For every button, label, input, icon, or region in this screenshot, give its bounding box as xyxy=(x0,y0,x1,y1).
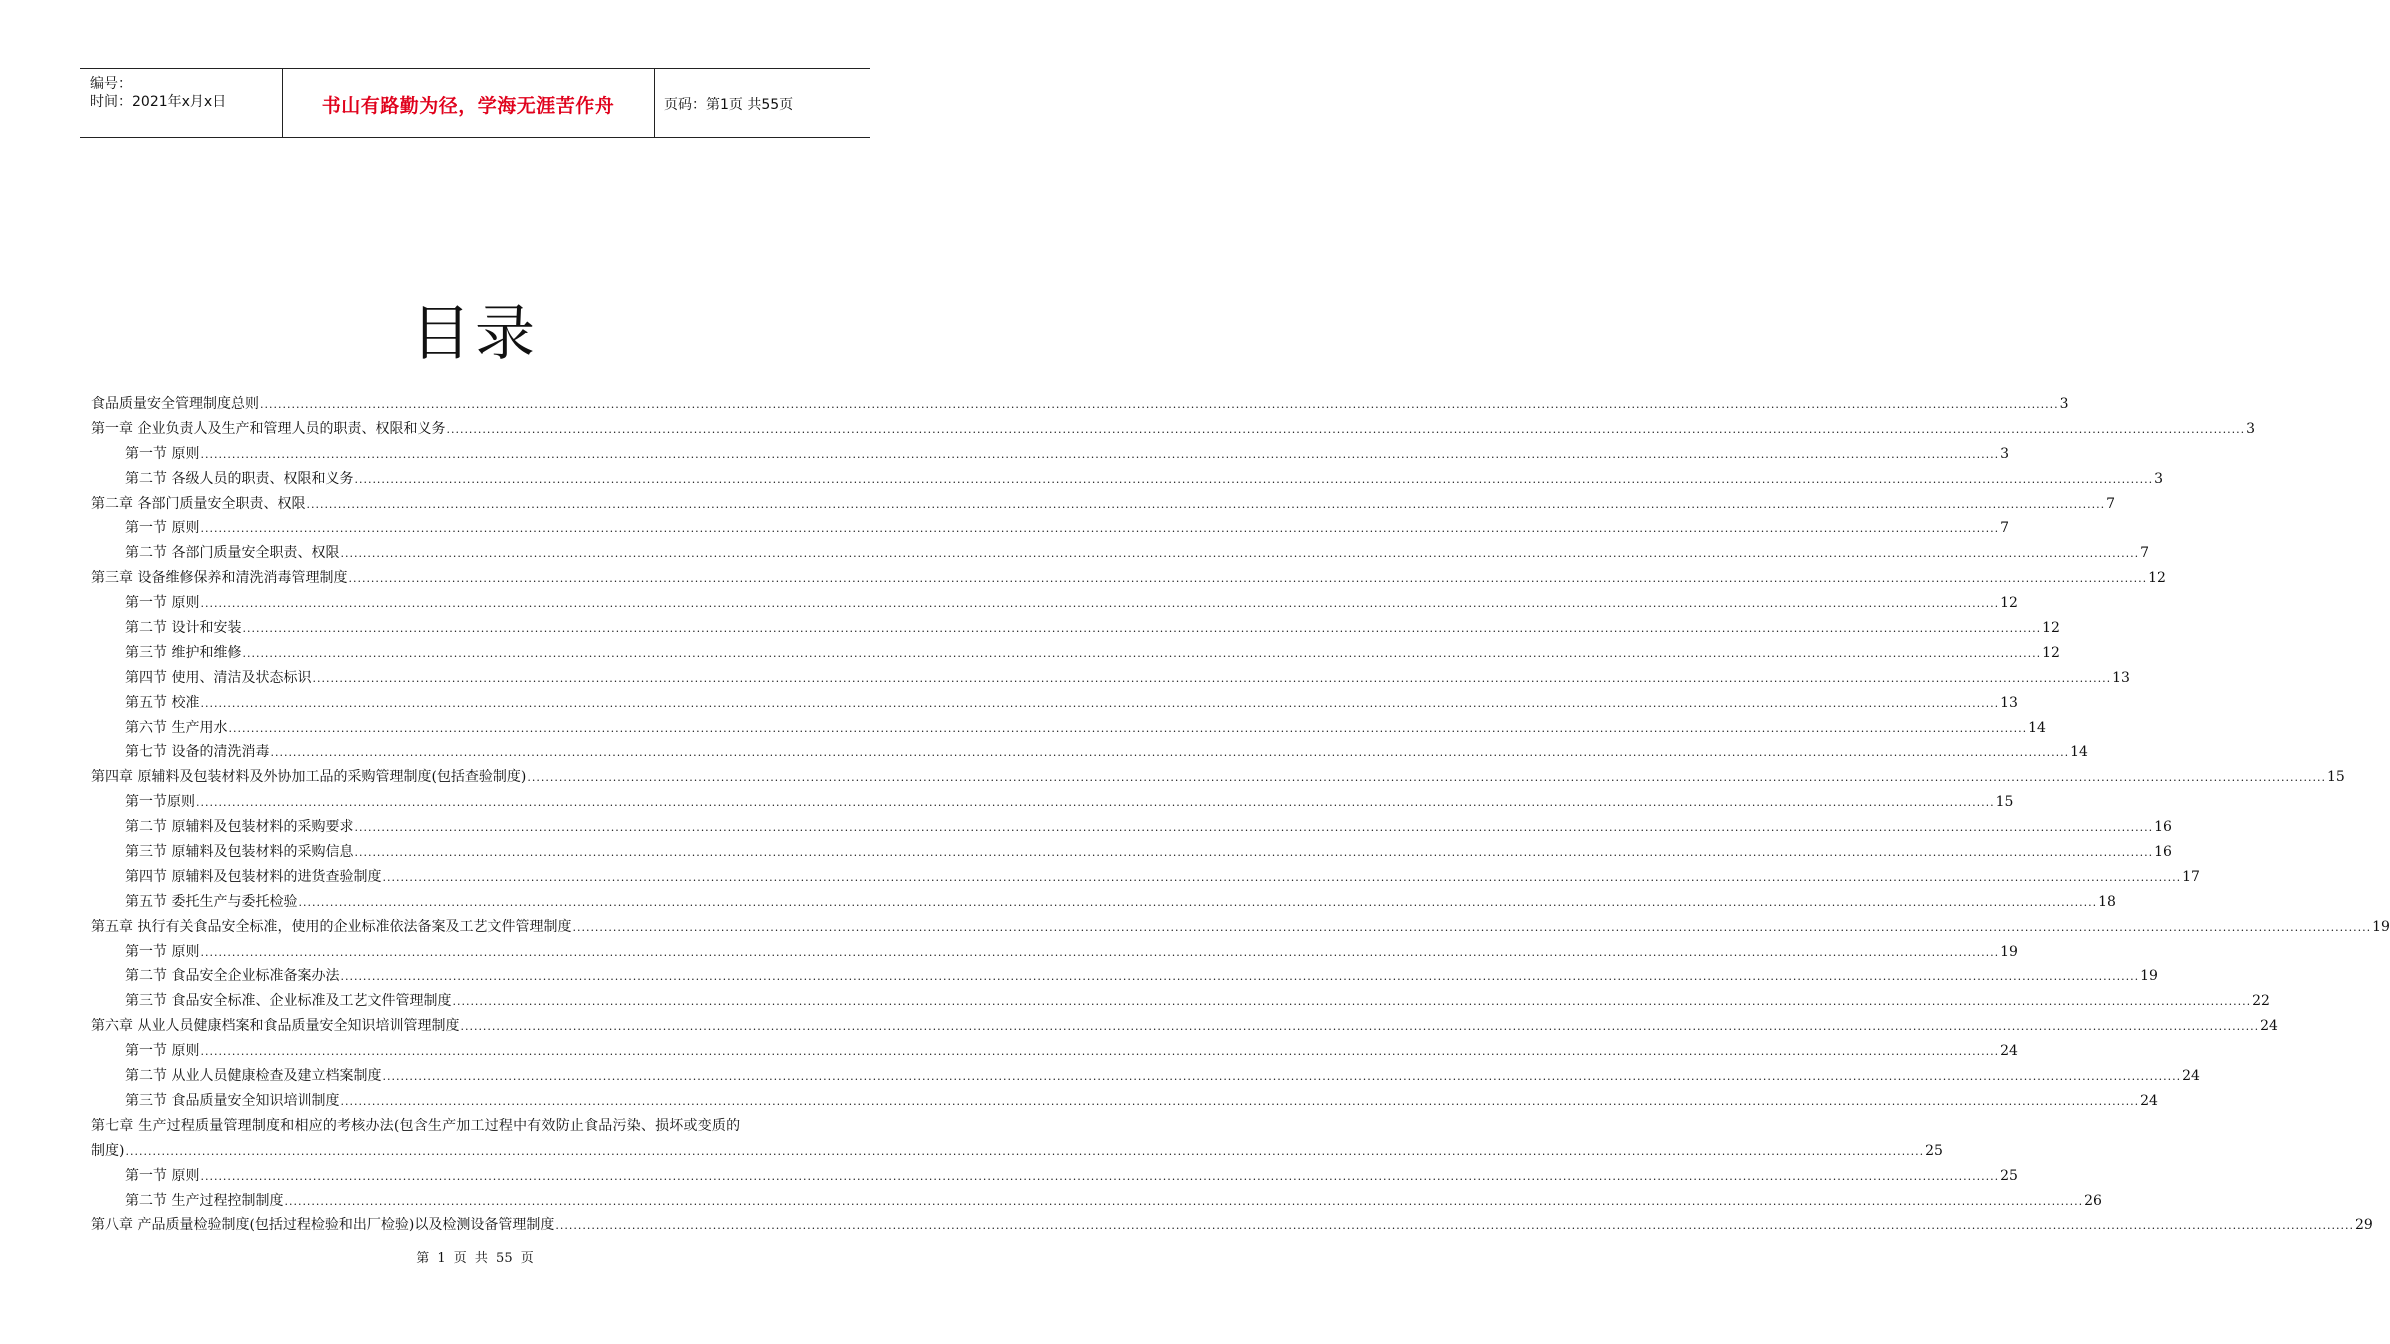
toc-dot-leader: ................................................................................................................................................................................................................................................................................................................................................................................................................ xyxy=(460,1020,2260,1034)
toc-dot-leader: ................................................................................................................................................................................................................................................................................................................................................................................................................ xyxy=(284,1194,2084,1208)
toc-dot-leader: ................................................................................................................................................................................................................................................................................................................................................................................................................ xyxy=(242,622,2042,636)
toc-entry-title: 第二节 食品安全企业标准备案办法 xyxy=(125,968,340,985)
toc-entry-page: 12 xyxy=(2042,620,2060,637)
toc-dot-leader: ................................................................................................................................................................................................................................................................................................................................................................................................................ xyxy=(200,696,2000,710)
toc-entry-page: 14 xyxy=(2028,719,2046,736)
toc-entry-page: 24 xyxy=(2260,1018,2278,1035)
toc-dot-leader: ................................................................................................................................................................................................................................................................................................................................................................................................................ xyxy=(572,920,2372,934)
toc-entry-page: 24 xyxy=(2000,1043,2018,1060)
toc-dot-leader: ................................................................................................................................................................................................................................................................................................................................................................................................................ xyxy=(340,547,2140,561)
toc-entry-title: 第二节 设计和安装 xyxy=(125,620,242,637)
toc-entry-page: 3 xyxy=(2246,420,2256,437)
toc-dot-leader: ................................................................................................................................................................................................................................................................................................................................................................................................................ xyxy=(200,597,2000,611)
toc-entry-title: 第一节 原则 xyxy=(125,943,200,960)
toc-entry[interactable] xyxy=(91,964,2158,989)
page-header xyxy=(80,68,870,138)
toc-entry-page: 24 xyxy=(2140,1092,2158,1109)
toc-entry-title: 第二节 各部门质量安全职责、权限 xyxy=(125,545,340,562)
toc-entry-title: 第三节 原辅料及包装材料的采购信息 xyxy=(125,844,354,861)
toc-entry[interactable] xyxy=(91,1213,2373,1238)
toc-entry-page: 24 xyxy=(2182,1068,2200,1085)
toc-entry-title: 第二节 从业人员健康检查及建立档案制度 xyxy=(125,1068,382,1085)
toc-entry[interactable] xyxy=(91,940,2018,965)
toc-entry-title: 第一节 原则 xyxy=(125,520,200,537)
toc-entry-title: 第四节 使用、清洁及状态标识 xyxy=(125,669,312,686)
toc-entry-title: 第六节 生产用水 xyxy=(125,719,228,736)
toc-dot-leader: ................................................................................................................................................................................................................................................................................................................................................................................................................ xyxy=(452,995,2252,1009)
toc-entry[interactable] xyxy=(91,641,2060,666)
toc-dot-leader: ................................................................................................................................................................................................................................................................................................................................................................................................................ xyxy=(348,572,2148,586)
toc-dot-leader: ................................................................................................................................................................................................................................................................................................................................................................................................................ xyxy=(446,422,2246,436)
toc-entry-page: 19 xyxy=(2372,918,2390,935)
header-motto-cell xyxy=(282,69,655,137)
toc-entry-page: 12 xyxy=(2000,595,2018,612)
toc-entry[interactable] xyxy=(91,1164,2018,1189)
header-motto: 书山有路勤为径，学海无涯苦作舟 xyxy=(321,95,615,117)
toc-entry-page: 22 xyxy=(2252,993,2270,1010)
toc-entry[interactable] xyxy=(91,865,2200,890)
toc-entry-title: 第二节 原辅料及包装材料的采购要求 xyxy=(125,819,354,836)
toc-entry[interactable] xyxy=(91,815,2172,840)
toc-entry[interactable] xyxy=(91,616,2060,641)
toc-dot-leader: ................................................................................................................................................................................................................................................................................................................................................................................................................ xyxy=(340,1094,2140,1108)
toc-dot-leader: ................................................................................................................................................................................................................................................................................................................................................................................................................ xyxy=(196,796,1995,810)
toc-dot-leader: ................................................................................................................................................................................................................................................................................................................................................................................................................ xyxy=(527,771,2327,785)
toc-entry-page: 26 xyxy=(2084,1192,2102,1209)
toc-entry-title: 第一章 企业负责人及生产和管理人员的职责、权限和义务 xyxy=(91,420,446,437)
toc-dot-leader: ................................................................................................................................................................................................................................................................................................................................................................................................................ xyxy=(312,671,2112,685)
toc-entry[interactable] xyxy=(91,740,2088,765)
toc-entry-title: 第一节原则 xyxy=(125,794,195,811)
header-page-label: 页码：第1页 共55页 xyxy=(664,97,794,113)
toc-entry[interactable] xyxy=(91,915,2390,940)
toc-entry[interactable] xyxy=(91,516,2010,541)
toc-dot-leader: ................................................................................................................................................................................................................................................................................................................................................................................................................ xyxy=(354,821,2154,835)
toc-entry[interactable] xyxy=(91,989,2270,1014)
toc-entry[interactable] xyxy=(91,442,2010,467)
toc-entry[interactable] xyxy=(91,691,2018,716)
table-of-contents xyxy=(91,392,2390,1238)
toc-entry-page: 14 xyxy=(2070,744,2088,761)
toc-dot-leader: ................................................................................................................................................................................................................................................................................................................................................................................................................ xyxy=(125,1144,1925,1158)
toc-entry-page: 3 xyxy=(2059,396,2069,412)
toc-entry[interactable] xyxy=(91,666,2130,691)
toc-entry[interactable] xyxy=(91,1064,2200,1089)
toc-entry-title: 第一节 原则 xyxy=(125,445,200,462)
toc-entry-page: 29 xyxy=(2355,1217,2373,1234)
toc-dot-leader: ................................................................................................................................................................................................................................................................................................................................................................................................................ xyxy=(228,721,2028,735)
toc-entry-page: 19 xyxy=(2000,943,2018,960)
toc-entry-title: 制度) xyxy=(91,1142,125,1159)
toc-dot-leader: ................................................................................................................................................................................................................................................................................................................................................................................................................ xyxy=(382,1070,2182,1084)
toc-entry-page: 25 xyxy=(2000,1167,2018,1184)
toc-entry-page: 13 xyxy=(2000,694,2018,711)
toc-entry-title: 第一节 原则 xyxy=(125,595,200,612)
toc-dot-leader: ................................................................................................................................................................................................................................................................................................................................................................................................................ xyxy=(200,1045,2000,1059)
header-page-cell xyxy=(654,69,870,137)
toc-entry-title: 第七节 设备的清洗消毒 xyxy=(125,744,270,761)
page-footer: 第 1 页 共 55 页 xyxy=(416,1251,534,1266)
toc-entry[interactable] xyxy=(91,541,2150,566)
toc-entry-title: 第二节 各级人员的职责、权限和义务 xyxy=(125,470,354,487)
toc-dot-leader: ................................................................................................................................................................................................................................................................................................................................................................................................................ xyxy=(200,945,2000,959)
toc-dot-leader: ................................................................................................................................................................................................................................................................................................................................................................................................................ xyxy=(555,1219,2355,1233)
toc-entry-title: 第四章 原辅料及包装材料及外协加工品的采购管理制度(包括查验制度) xyxy=(91,769,527,786)
toc-entry-title: 第二节 生产过程控制制度 xyxy=(125,1192,284,1209)
toc-entry-page: 16 xyxy=(2154,819,2172,836)
toc-dot-leader: ................................................................................................................................................................................................................................................................................................................................................................................................................ xyxy=(340,970,2140,984)
toc-entry-page: 7 xyxy=(2106,495,2116,512)
toc-dot-leader: ................................................................................................................................................................................................................................................................................................................................................................................................................ xyxy=(354,472,2154,486)
toc-dot-leader: ................................................................................................................................................................................................................................................................................................................................................................................................................ xyxy=(270,746,2070,760)
toc-dot-leader: ................................................................................................................................................................................................................................................................................................................................................................................................................ xyxy=(354,846,2154,860)
toc-entry-page: 3 xyxy=(2154,470,2164,487)
toc-entry[interactable] xyxy=(91,1039,2018,1064)
header-info-cell xyxy=(80,69,283,137)
toc-dot-leader: ................................................................................................................................................................................................................................................................................................................................................................................................................ xyxy=(306,497,2106,511)
toc-entry-title: 第一节 原则 xyxy=(125,1167,200,1184)
toc-dot-leader: ................................................................................................................................................................................................................................................................................................................................................................................................................ xyxy=(260,398,2059,411)
toc-entry[interactable] xyxy=(91,392,2069,417)
toc-entry-page: 25 xyxy=(1925,1142,1943,1159)
toc-dot-leader: ................................................................................................................................................................................................................................................................................................................................................................................................................ xyxy=(200,1169,2000,1183)
toc-entry-page: 17 xyxy=(2182,868,2200,885)
toc-entry[interactable] xyxy=(91,890,2116,915)
toc-entry-title: 第七章 生产过程质量管理制度和相应的考核办法(包含生产加工过程中有效防止食品污染、损坏或变质的 xyxy=(91,1117,741,1134)
page-title: 目录 xyxy=(411,299,539,369)
toc-entry-title: 食品质量安全管理制度总则 xyxy=(91,396,259,412)
toc-entry-title: 第五节 校准 xyxy=(125,694,200,711)
document-number-label: 编号： xyxy=(90,76,132,92)
toc-entry-title: 第四节 原辅料及包装材料的进货查验制度 xyxy=(125,868,382,885)
toc-entry-page: 15 xyxy=(1995,794,2014,811)
toc-entry[interactable] xyxy=(91,765,2345,790)
toc-dot-leader: ................................................................................................................................................................................................................................................................................................................................................................................................................ xyxy=(200,447,2000,461)
toc-entry-page: 13 xyxy=(2112,669,2130,686)
toc-entry-page: 16 xyxy=(2154,844,2172,861)
toc-entry[interactable] xyxy=(91,1114,860,1139)
toc-entry[interactable] xyxy=(91,492,2116,517)
toc-entry-page: 12 xyxy=(2042,644,2060,661)
toc-entry[interactable] xyxy=(91,1014,2278,1039)
toc-entry[interactable] xyxy=(91,591,2018,616)
toc-entry[interactable] xyxy=(91,566,2166,591)
toc-entry[interactable] xyxy=(91,1089,2158,1114)
toc-dot-leader: ................................................................................................................................................................................................................................................................................................................................................................................................................ xyxy=(242,646,2042,660)
toc-entry-title: 第三节 维护和维修 xyxy=(125,644,242,661)
toc-entry-page: 12 xyxy=(2148,570,2166,587)
toc-entry[interactable] xyxy=(91,467,2164,492)
toc-dot-leader: ................................................................................................................................................................................................................................................................................................................................................................................................................ xyxy=(382,870,2182,884)
toc-entry-title: 第八章 产品质量检验制度(包括过程检验和出厂检验)以及检测设备管理制度 xyxy=(91,1217,555,1234)
toc-entry[interactable] xyxy=(91,840,2172,865)
toc-entry[interactable] xyxy=(91,1139,1943,1164)
toc-entry-page: 7 xyxy=(2140,545,2150,562)
toc-entry-page: 15 xyxy=(2327,769,2345,786)
toc-entry-title: 第三章 设备维修保养和清洗消毒管理制度 xyxy=(91,570,348,587)
toc-entry-title: 第三节 食品安全标准、企业标准及工艺文件管理制度 xyxy=(125,993,452,1010)
toc-entry[interactable] xyxy=(91,1189,2102,1214)
toc-entry-title: 第二章 各部门质量安全职责、权限 xyxy=(91,495,306,512)
toc-entry-title: 第六章 从业人员健康档案和食品质量安全知识培训管理制度 xyxy=(91,1018,460,1035)
toc-entry-title: 第三节 食品质量安全知识培训制度 xyxy=(125,1092,340,1109)
toc-entry-page: 7 xyxy=(2000,520,2010,537)
document-time-label: 时间：2021年x月x日 xyxy=(90,94,227,110)
toc-entry-page: 18 xyxy=(2098,893,2116,910)
toc-entry-title: 第五章 执行有关食品安全标准，使用的企业标准依法备案及工艺文件管理制度 xyxy=(91,918,572,935)
toc-entry[interactable] xyxy=(91,716,2046,741)
toc-entry[interactable] xyxy=(91,417,2256,442)
toc-entry-page: 19 xyxy=(2140,968,2158,985)
toc-dot-leader: ................................................................................................................................................................................................................................................................................................................................................................................................................ xyxy=(298,895,2098,909)
toc-entry-title: 第五节 委托生产与委托检验 xyxy=(125,893,298,910)
toc-entry[interactable] xyxy=(91,790,2014,815)
toc-entry-page: 3 xyxy=(2000,445,2010,462)
toc-dot-leader: ................................................................................................................................................................................................................................................................................................................................................................................................................ xyxy=(200,522,2000,536)
toc-entry-title: 第一节 原则 xyxy=(125,1043,200,1060)
